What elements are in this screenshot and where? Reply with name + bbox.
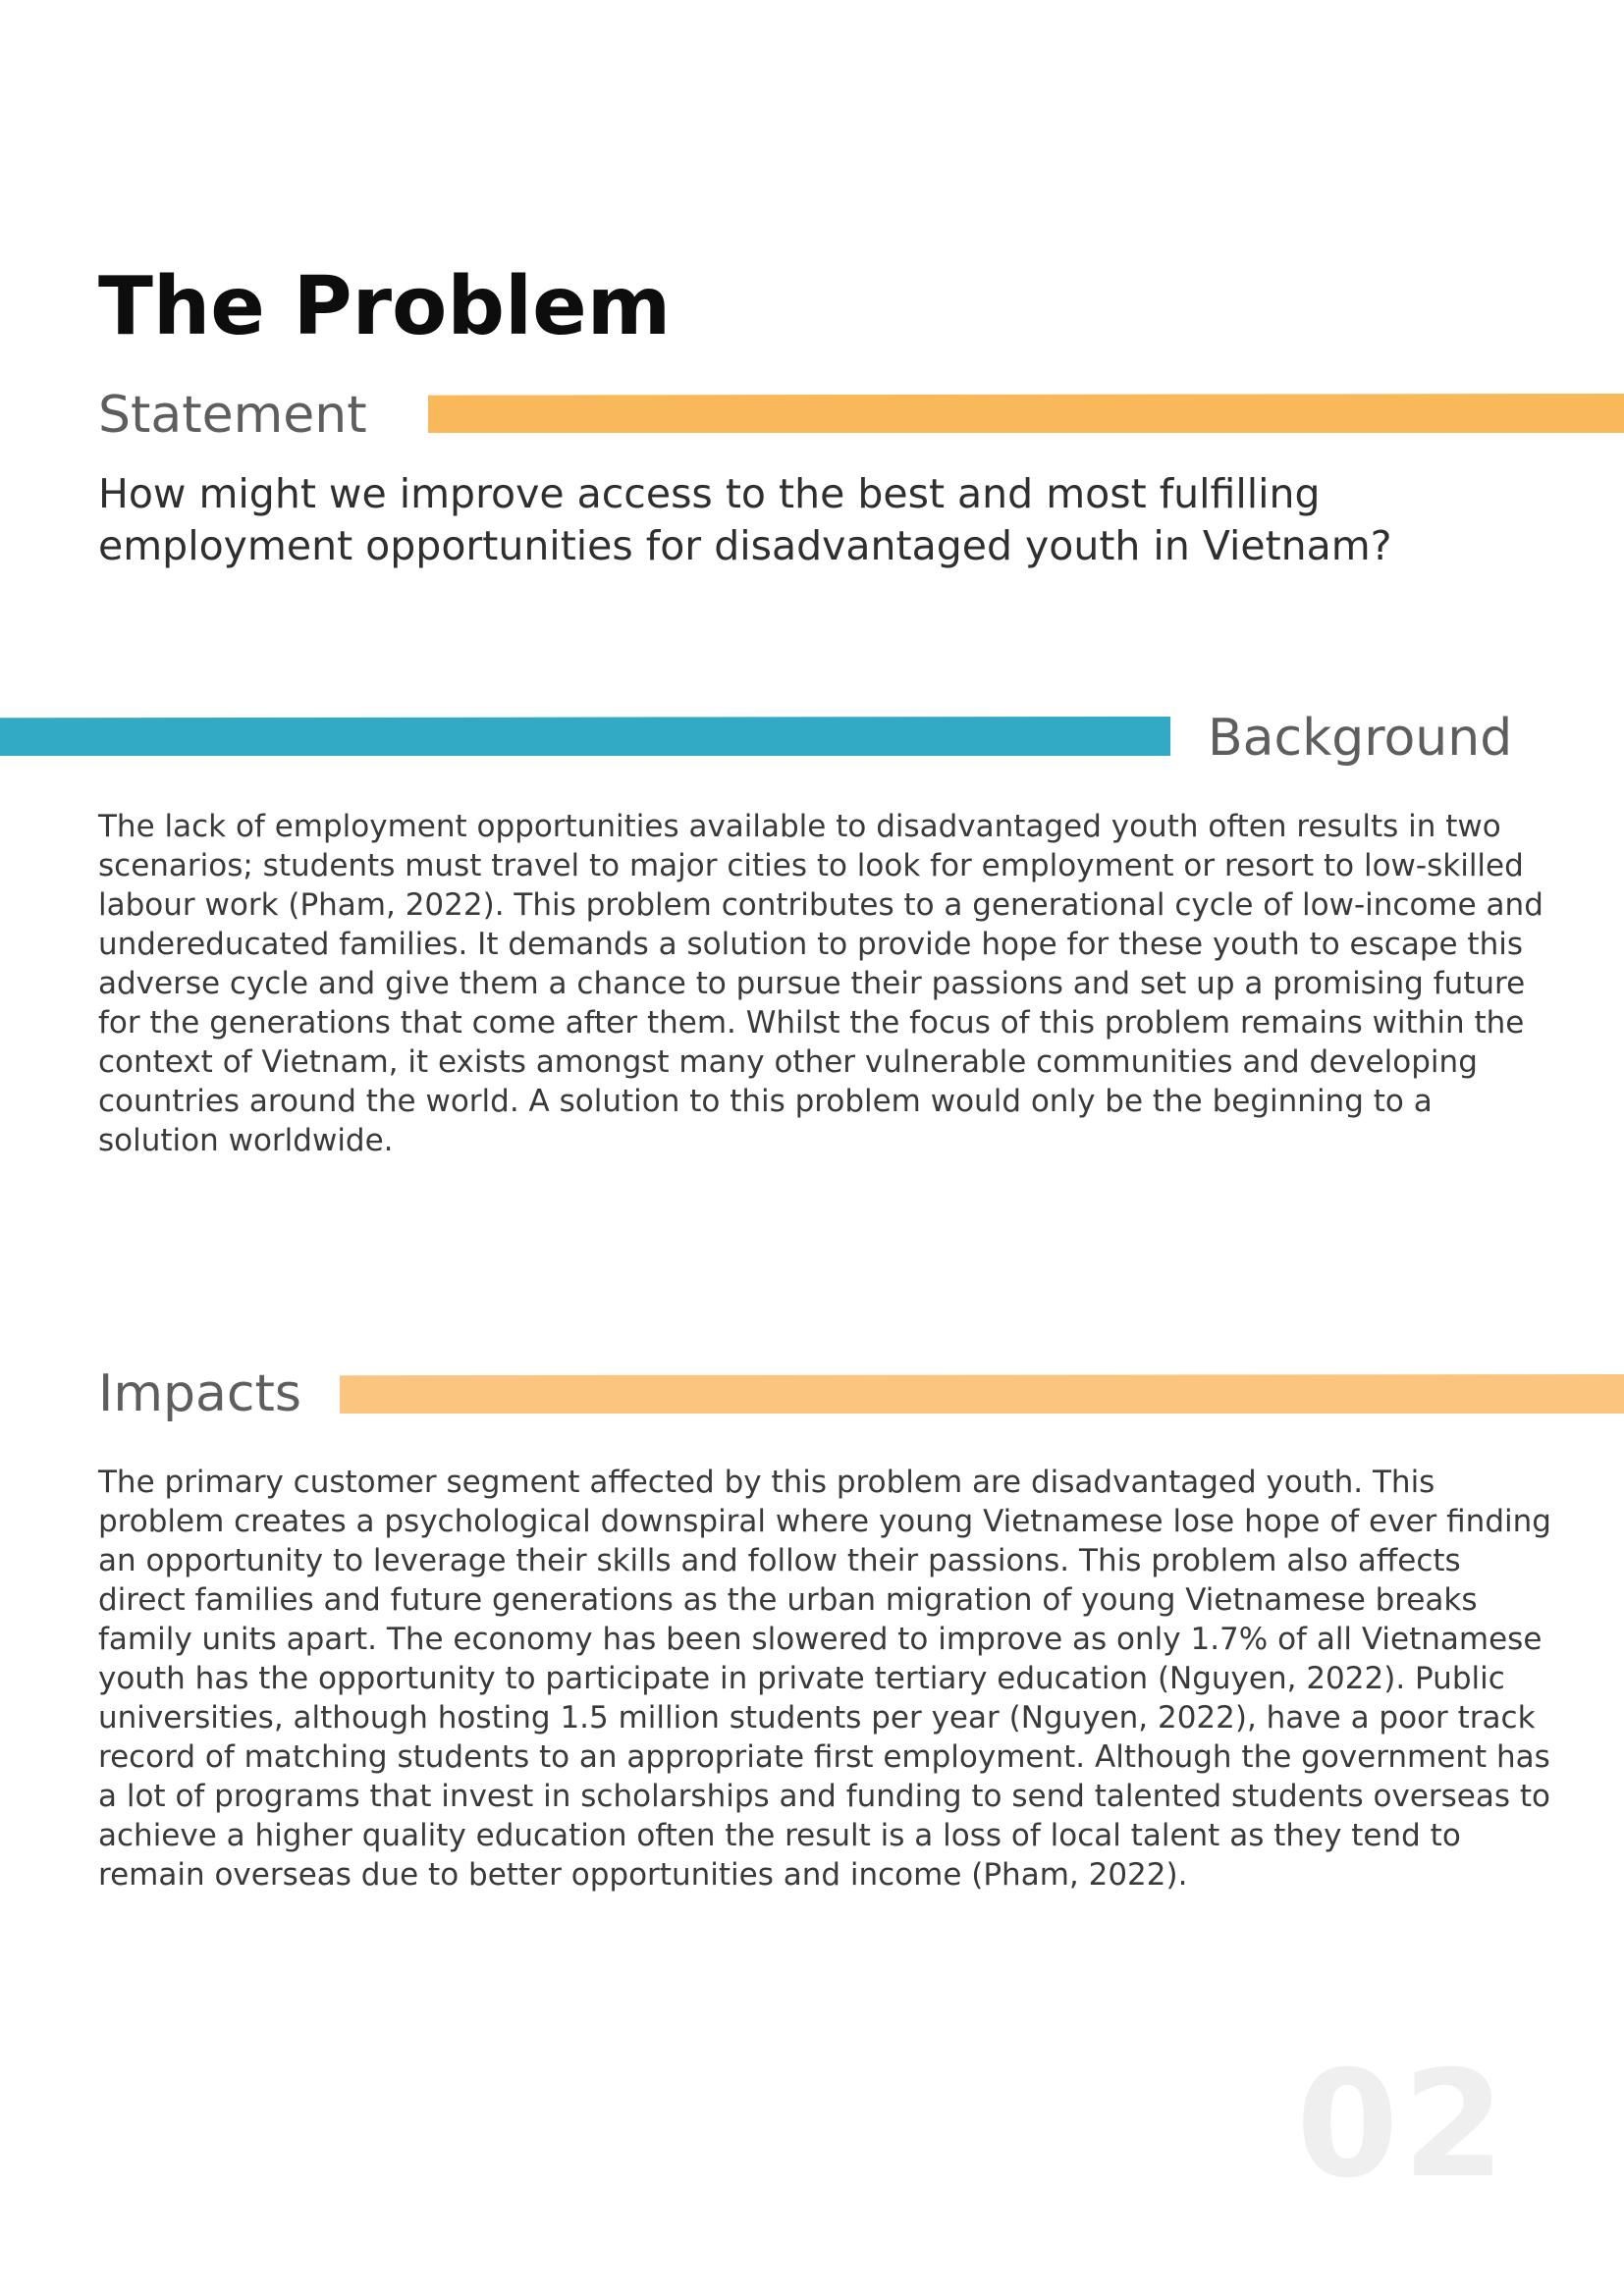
impacts-heading: Impacts (98, 1364, 301, 1423)
page-number: 02 (1296, 2040, 1509, 2211)
background-paragraph: The lack of employment opportunities available to disadvantaged youth often results in two scenarios; students must travel to major cities to look for employment or resort to low-skilled labour work (Pham, 2022). This problem contributes to a generational cycle of low-income and undereducated families. It demands a solution to provide hope for these youth to escape this adverse cycle and give them a chance to pursue their passions and set up a promising future for the generations that come after them. Whilst the focus of this problem remains within the context of Vietnam, it exists amongst many other vulnerable communities and developing countries around the world. A solution to this problem would only be the beginning to a solution worldwide. (98, 809, 1543, 1158)
background-accent-bar (0, 717, 1170, 756)
impacts-paragraph: The primary customer segment affected by this problem are disadvantaged youth. This problem creates a psychological downspiral where young Vietnamese lose hope of ever finding an opportunity to leverage their skills and follow their passions. This problem also affects direct families and future generations as the urban migration of young Vietnamese breaks family units apart. The economy has been slowered to improve as only 1.7% of all Vietnamese youth has the opportunity to participate in private tertiary education (Nguyen, 2022). Public universities, although hosting 1.5 million students per year (Nguyen, 2022), have a poor track record of matching students to an appropriate first employment. Although the government has a lot of programs that invest in scholarships and funding to send talented students overseas to achieve a higher quality education often the result is a loss of local talent as they tend to remain overseas due to better opportunities and income (Pham, 2022). (98, 1465, 1551, 1893)
impacts-accent-bar (340, 1374, 1624, 1414)
statement-heading: Statement (98, 386, 367, 445)
problem-statement: How might we improve access to the best and most fulfilling employment opportunities for disadvantaged youth in Vietnam? (98, 470, 1392, 569)
page-title: The Problem (98, 260, 672, 353)
background-heading: Background (1208, 709, 1513, 768)
statement-accent-bar (428, 394, 1624, 433)
